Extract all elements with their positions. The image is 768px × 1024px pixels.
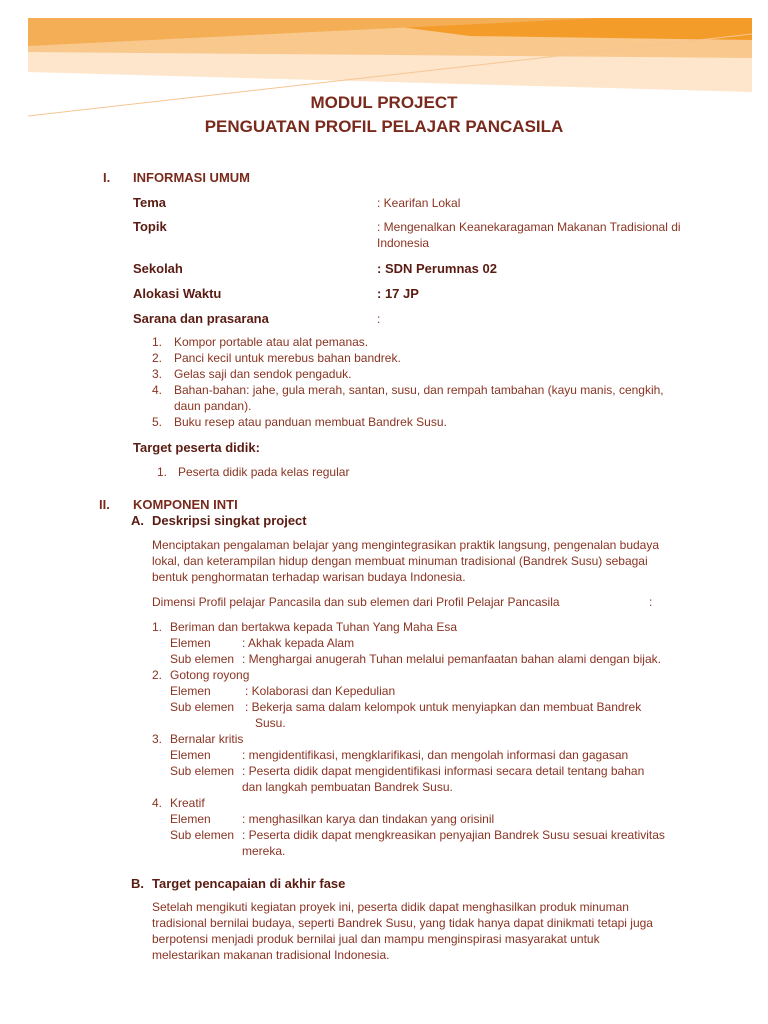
list-item-number: 1. bbox=[152, 620, 163, 634]
paragraph-line: melestarikan makanan tradisional Indonesia. bbox=[152, 948, 390, 962]
list-item: Kompor portable atau alat pemanas. bbox=[174, 335, 369, 349]
subsection-b-title: Target pencapaian di akhir fase bbox=[152, 876, 346, 891]
sub-elemen-label: Sub elemen bbox=[170, 700, 235, 714]
sub-elemen-label: Sub elemen bbox=[170, 764, 235, 778]
subsection-a-title: Deskripsi singkat project bbox=[152, 513, 307, 528]
elemen-value: : Kolaborasi dan Kepedulian bbox=[245, 684, 396, 698]
info-label-sekolah: Sekolah bbox=[133, 261, 183, 276]
section2-title: KOMPONEN INTI bbox=[133, 497, 238, 512]
sub-elemen-value: : Peserta didik dapat mengidentifikasi informasi secara detail tentang bahan bbox=[242, 764, 645, 778]
section1-number: I. bbox=[103, 170, 111, 185]
subsection-a-letter: A. bbox=[131, 513, 144, 528]
paragraph-line: Menciptakan pengalaman belajar yang mengintegrasikan praktik langsung, pengenalan budaya bbox=[152, 538, 660, 552]
info-label-topik: Topik bbox=[133, 219, 167, 234]
elemen-value: : menghasilkan karya dan tindakan yang orisinil bbox=[242, 812, 495, 826]
dimension-name: Beriman dan bertakwa kepada Tuhan Yang Maha Esa bbox=[170, 620, 458, 634]
dimensi-colon: : bbox=[649, 595, 653, 609]
sub-elemen-label: Sub elemen bbox=[170, 828, 235, 842]
info-value-sarana: : bbox=[377, 312, 381, 326]
sub-elemen-value: : Bekerja sama dalam kelompok untuk menyiapkan dan membuat Bandrek bbox=[245, 700, 642, 714]
elemen-label: Elemen bbox=[170, 812, 211, 826]
list-item-number: 2. bbox=[152, 351, 163, 365]
title-line-2: PENGUATAN PROFIL PELAJAR PANCASILA bbox=[204, 117, 564, 136]
dimension-name: Gotong royong bbox=[170, 668, 250, 682]
list-item-number: 2. bbox=[152, 668, 163, 682]
sub-elemen-value-cont: mereka. bbox=[242, 844, 286, 858]
sub-elemen-value: : Menghargai anugerah Tuhan melalui pemanfaatan bahan alami dengan bijak. bbox=[242, 652, 661, 666]
sub-elemen-value-cont: Susu. bbox=[255, 716, 286, 730]
paragraph-line: Setelah mengikuti kegiatan proyek ini, peserta didik dapat menghasilkan produk minuman bbox=[152, 900, 629, 914]
info-value-alokasi: : 17 JP bbox=[377, 286, 419, 301]
target-peserta-title: Target peserta didik: bbox=[133, 440, 260, 455]
sub-elemen-value-cont: dan langkah pembuatan Bandrek Susu. bbox=[242, 780, 453, 794]
sub-elemen-value: : Peserta didik dapat mengkreasikan penyajian Bandrek Susu sesuai kreativitas bbox=[242, 828, 665, 842]
list-item: Peserta didik pada kelas regular bbox=[178, 465, 350, 479]
elemen-value: : mengidentifikasi, mengklarifikasi, dan mengolah informasi dan gagasan bbox=[242, 748, 629, 762]
dimension-name: Bernalar kritis bbox=[170, 732, 244, 746]
paragraph-line: tradisional bernilai budaya, seperti Bandrek Susu, yang tidak hanya dapat dinikmati tetapi juga bbox=[152, 916, 653, 930]
paragraph-line: berpotensi menjadi produk bernilai jual dan mampu menginspirasi masyarakat untuk bbox=[152, 932, 600, 946]
info-value-tema: : Kearifan Lokal bbox=[377, 196, 461, 210]
section1-title: INFORMASI UMUM bbox=[133, 170, 250, 185]
elemen-label: Elemen bbox=[170, 636, 211, 650]
section2-number: II. bbox=[99, 497, 110, 512]
list-item-number: 3. bbox=[152, 367, 163, 381]
list-item: Buku resep atau panduan membuat Bandrek Susu. bbox=[174, 415, 447, 429]
list-item-number: 4. bbox=[152, 383, 163, 397]
list-item-number: 3. bbox=[152, 732, 163, 746]
elemen-value: : Akhak kepada Alam bbox=[242, 636, 355, 650]
info-label-alokasi: Alokasi Waktu bbox=[133, 286, 222, 301]
dimensi-intro: Dimensi Profil pelajar Pancasila dan sub elemen dari Profil Pelajar Pancasila bbox=[152, 595, 560, 609]
sub-elemen-label: Sub elemen bbox=[170, 652, 235, 666]
elemen-label: Elemen bbox=[170, 684, 211, 698]
list-item: Panci kecil untuk merebus bahan bandrek. bbox=[174, 351, 401, 365]
paragraph-line: lokal, dan keterampilan hidup dengan membuat minuman tradisional (Bandrek Susu) sebagai bbox=[152, 554, 648, 568]
title-line-1: MODUL PROJECT bbox=[310, 93, 458, 112]
paragraph-line: bentuk penghormatan terhadap warisan budaya Indonesia. bbox=[152, 570, 466, 584]
list-item-cont: daun pandan). bbox=[174, 399, 252, 413]
info-label-sarana: Sarana dan prasarana bbox=[133, 311, 269, 326]
info-value-topik-cont: Indonesia bbox=[377, 236, 430, 250]
info-label-tema: Tema bbox=[133, 195, 166, 210]
list-item-number: 5. bbox=[152, 415, 163, 429]
dimension-name: Kreatif bbox=[170, 796, 205, 810]
info-value-topik: : Mengenalkan Keanekaragaman Makanan Tradisional di bbox=[377, 220, 681, 234]
list-item-number: 1. bbox=[152, 335, 163, 349]
list-item-number: 1. bbox=[157, 465, 168, 479]
list-item: Gelas saji dan sendok pengaduk. bbox=[174, 367, 352, 381]
subsection-b-letter: B. bbox=[131, 876, 144, 891]
elemen-label: Elemen bbox=[170, 748, 211, 762]
list-item-number: 4. bbox=[152, 796, 163, 810]
info-value-sekolah: : SDN Perumnas 02 bbox=[377, 261, 497, 276]
list-item: Bahan-bahan: jahe, gula merah, santan, susu, dan rempah tambahan (kayu manis, cengkih, bbox=[174, 383, 664, 397]
